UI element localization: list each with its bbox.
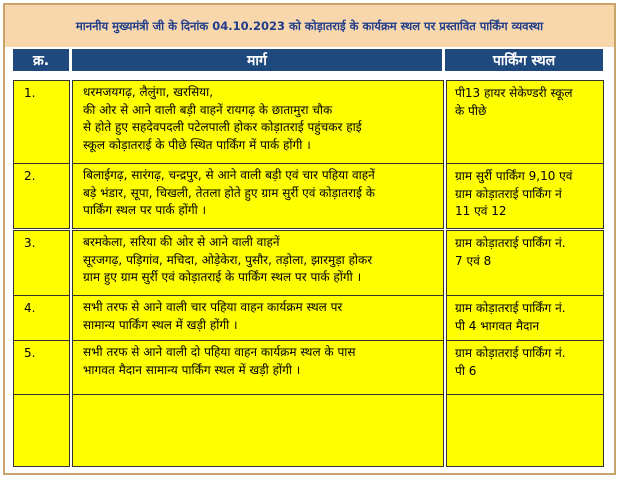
- empty-row-route: [72, 394, 444, 467]
- header-parking: पार्किंग स्थल: [445, 49, 603, 71]
- row-5-parking: ग्राम कोड़ातराई पार्किंग नं. पी 6: [446, 340, 604, 396]
- empty-row-parking: [446, 394, 604, 467]
- row-2-sn: 2.: [13, 163, 70, 229]
- row-3-route: बरमकेला, सरिया की ओर से आने वाली वाहनें सूरजगढ़, पड़िगांव, मचिदा, ओड़ेकेरा, पुसौर, तड़ोला, झारमुड़ा होकर ग्राम हुए ग्राम सुर्री एवं कोड़ातराई के पार्किंग स्थल पर पार्क होंगी ।: [72, 230, 444, 296]
- row-2-route: बिलाईगढ़, सारंगढ़, चन्द्रपुर, से आने वाली बड़ी एवं चार पहिया वाहनें बड़े भंडार, सूपा, चिखली, तेतला होते हुए ग्राम सुर्री एवं कोड़ातराई के पार्किंग स्थल पर पार्क होंगी ।: [72, 163, 444, 229]
- row-1-sn: 1.: [13, 80, 70, 165]
- row-1-route: धरमजयगढ़, लैलुंगा, खरसिया, की ओर से आने वाली बड़ी वाहनें रायगढ़ के छातामुरा चौक से होते हुए सहदेवपदली पटेलपाली होकर कोड़ातराई पहुंचकर हाई स्कूल कोड़ातराई के पीछे स्थित पार्किंग में पार्क होंगी ।: [72, 80, 444, 165]
- header-route: मार्ग: [72, 49, 442, 71]
- header-sn: क्र.: [13, 49, 69, 71]
- row-4-parking: ग्राम कोड़ातराई पार्किंग नं. पी 4 भागवत मैदान: [446, 295, 604, 341]
- row-2-parking: ग्राम सुर्री पार्किंग 9,10 एवं ग्राम कोड़ातराई पार्किंग नं 11 एवं 12: [446, 163, 604, 229]
- row-3-parking: ग्राम कोड़ातराई पार्किंग नं. 7 एवं 8: [446, 230, 604, 296]
- row-4-sn: 4.: [13, 295, 70, 341]
- row-4-route: सभी तरफ से आने वाली चार पहिया वाहन कार्यक्रम स्थल पर सामान्य पार्किंग स्थल में खड़ी होंगी ।: [72, 295, 444, 341]
- row-5-route: सभी तरफ से आने वाली दो पहिया वाहन कार्यक्रम स्थल के पास भागवत मैदान सामान्य पार्किंग स्थल में खड़ी होंगी ।: [72, 340, 444, 396]
- row-3-sn: 3.: [13, 230, 70, 296]
- row-1-parking: पी13 हायर सेकेण्डरी स्कूल के पीछे: [446, 80, 604, 165]
- empty-row-sn: [13, 394, 70, 467]
- document-title: माननीय मुख्यमंत्री जी के दिनांक 04.10.2023 को कोड़ातराई के कार्यक्रम स्थल पर प्रस्तावित पार्किंग व्यवस्था: [5, 5, 614, 47]
- row-5-sn: 5.: [13, 340, 70, 396]
